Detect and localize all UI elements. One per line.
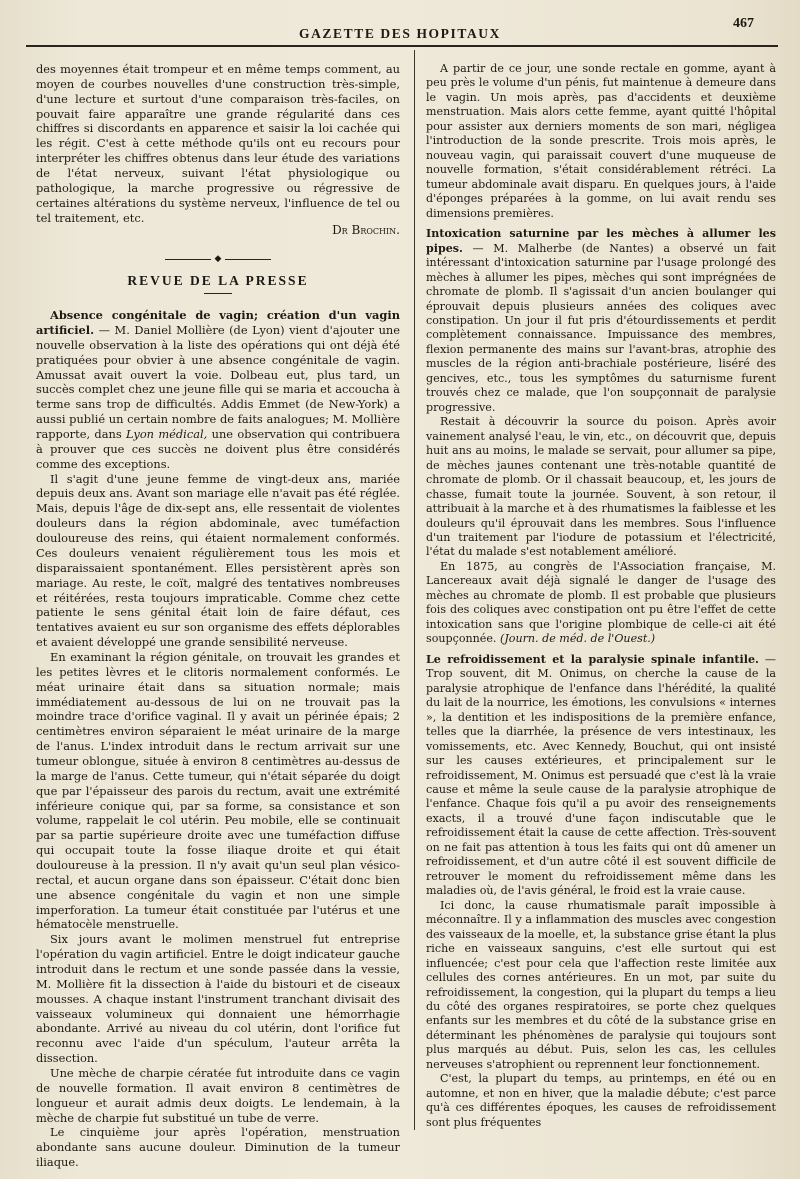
- article-paragraph: C'est, la plupart du temps, au printemps, en été ou en automne, et non en hiver, que la maladie débute; c'est parce qu'à ces différentes époques, les causes de refroidissement sont plus fréquentes: [426, 1072, 776, 1129]
- article-paragraph: Ici donc, la cause rhumatismale paraît impossible à méconnaître. Il y a inflammation des muscles avec congestion des vaisseaux de la moelle, et, la substance grise étant la plus riche en vaisseaux sanguins, c'est elle surtout qui est influencée; c'est pour cela que l'affection reste limitée aux cellules des cornes antérieures. En un mot, par suite du refroidissement, la congestion, qui la plupart du temps a lieu du côté des organes respiratoires, se porte chez quelques enfants sur les membres et du côté de la substance grise en déterminant les phénomènes de paralysie qui toujours sont plus marqués au début. Puis, selon les cas, les cellules nerveuses s'atrophient ou reprennent leur fonctionnement.: [426, 898, 776, 1071]
- header-rule: [26, 45, 778, 47]
- article-title: Le refroidissement et la paralysie spinale infantile.: [426, 652, 759, 666]
- article-paragraph: Il s'agit d'une jeune femme de vingt-deux ans, mariée depuis deux ans. Avant son mariage elle n'avait pas été réglée. Mais, depuis l'âge de dix-sept ans, elle ressentait de violentes douleurs dans la région abdominale, avec tuméfaction douloureuse des reins, qui étaient normalement conformés. Ces douleurs venaient régulièrement tous les mois et disparaissaient spontanément. Elles persistèrent après son mariage. Au reste, le coït, malgré des tentatives nombreuses et réitérées, resta toujours impraticable. Comme chez cette patiente le sens génital était loin de faire défaut, ces tentatives avaient eu sur son organisme des effets déplorables et avaient développé une grande sensibilité nerveuse.: [36, 471, 400, 650]
- article-title: Absence congénitale de vagin; création d'un vagin artificiel.: [36, 308, 400, 338]
- article-paragraph: Le refroidissement et la paralysie spinale infantile. — Trop souvent, dit M. Onimus, on cherche la cause de la paralysie atrophique de l'enfance dans l'hérédité, la qualité du lait de la nourrice, les émotions, les convulsions « internes », la dentition et les indispositions de la première enfance, telles que la diarrhée, la présence de vers intestinaux, les vomissements, etc. Avec Kennedy, Bouchut, qui ont insisté sur les causes extérieures, et principalement sur le refroidissement, M. Onimus est persuadé que c'est là la vraie cause et même la seule cause de la paralysie atrophique de l'enfance. Chaque fois qu'il a pu avoir des renseignements exacts, il a trouvé d'une façon indiscutable que le refroidissement était la cause de cette affection. Très-souvent on ne fait pas attention à tous les faits qui ont dû amener un refroidissement, et d'un autre côté il est souvent difficile de retrouver le moment du refroidissement même dans les maladies où, de l'avis général, le froid est la vraie cause.: [426, 652, 776, 898]
- source-citation: (Journ. de méd. de l'Ouest.): [500, 632, 656, 646]
- article-paragraph: En examinant la région génitale, on trouvait les grandes et les petites lèvres et le clitoris normalement conformés. Le méat urinaire était dans sa situation normale; mais immédiatement au-dessous de lui on ne trouvait pas la moindre trace d'orifice vaginal. Il y avait un périnée épais; 2 centimètres environ séparaient le méat urinaire de la marge de l'anus. L'index introduit dans le rectum arrivait sur une tumeur oblongue, située à environ 8 centimètres au-dessus de la marge de l'anus. Cette tumeur, qui n'était séparée du doigt que par l'épaisseur des parois du rectum, avait une extrémité inférieure conique qui, par sa forme, sa consistance et son volume, rappelait le col utérin. Peu mobile, elle se continuait par sa partie supérieure droite avec une tuméfaction diffuse qui occupait toute la fosse iliaque droite et qui était douloureuse à la pression. Il n'y avait qu'un seul plan vésico-rectal, et aucun organe dans son épaisseur. C'était donc bien une absence congénitale du vagin et non une simple imperforation. La tumeur était constituée par l'utérus et une hématocèle menstruelle.: [36, 649, 400, 932]
- author-signature: Dr Brochin.: [332, 223, 400, 238]
- ornamental-rule: ◆: [36, 254, 400, 264]
- article-paragraph: Absence congénitale de vagin; création d'un vagin artificiel. — M. Daniel Mollière (de Lyon) vient d'ajouter une nouvelle observation à la liste des opérations qui ont déjà été pratiquées pour obvier à une absence congénitale de vagin. Amussat avait ouvert la voie. Dolbeau eut, plus tard, un succès complet chez une jeune fille qui se maria et accoucha à terme sans trop de difficultés. Addis Emmet (de New-York) a aussi publié un certain nombre de faits analogues; M. Mollière rapporte, dans Lyon médical, une observation qui contribuera à prouver que ces succès ne doivent plus être considérés comme des exceptions.: [36, 308, 400, 471]
- article-paragraph: Six jours avant le molimen menstruel fut entreprise l'opération du vagin artificiel. Entre le doigt indicateur gauche introduit dans le rectum et une sonde passée dans la vessie, M. Mollière fit la dissection à l'aide du bistouri et de ciseaux mousses. A chaque instant l'instrument tranchant divisait des vaisseaux volumineux qui donnaient une hémorrhagie abondante. Arrivé au niveau du col utérin, dont l'orifice fut reconnu avec l'aide d'un spéculum, l'auteur arrêta la dissection.: [36, 932, 400, 1066]
- left-column: [36, 62, 400, 1170]
- article-paragraph: En 1875, au congrès de l'Association française, M. Lancereaux avait déjà signalé le danger de l'usage des mèches au chromate de plomb. Il est probable que plusieurs fois des coliques avec constipation ont pu être l'effet de cette intoxication sans que l'origine plombique de celle-ci ait été soupçonnée. (Journ. de méd. de l'Ouest.): [426, 559, 776, 646]
- page-header: [30, 16, 770, 42]
- article-title: Intoxication saturnine par les mèches à allumer les pipes.: [426, 227, 776, 255]
- section-title: REVUE DE LA PRESSE: [127, 273, 309, 289]
- article-paragraph: Une mèche de charpie cératée fut introduite dans ce vagin de nouvelle formation. Il avait environ 8 centimètres de longueur et aurait admis deux doigts. Le lendemain, à la mèche de charpie fut substitué un tube de verre.: [36, 1066, 400, 1125]
- journal-title: GAZETTE DES HOPITAUX: [298, 26, 502, 41]
- column-divider: [414, 50, 415, 1130]
- article-paragraph: A partir de ce jour, une sonde rectale en gomme, ayant à peu près le volume d'un pénis, fut maintenue à demeure dans le vagin. Un mois après, pas d'accidents et deuxième menstruation. Mais alors cette femme, ayant quitté l'hôpital pour assister aux derniers moments de son mari, négligea l'introduction de la sonde prescrite. Trois mois après, le nouveau vagin, qui paraissait couvert d'une muqueuse de nouvelle formation, s'était considérablement rétréci. La tumeur abdominale avait disparu. En quelques jours, à l'aide d'éponges préparées à la gomme, on lui avait rendu ses dimensions premières.: [426, 62, 776, 220]
- section-rule: [204, 293, 232, 294]
- article-paragraph: Restait à découvrir la source du poison. Après avoir vainement analysé l'eau, le vin, etc., on découvrit que, depuis huit ans au moins, le malade se servait, pour allumer sa pipe, de mèches jaunes contenant une très-notable quantité de chromate de plomb. Or il chassait beaucoup, et, les jours de chasse, fumait toute la journée. Souvent, à son retour, il attribuait à la marche et à des rhumatismes la faiblesse et les douleurs qu'il éprouvait dans les membres. Sous l'influence d'un traitement par l'iodure de potassium et l'électricité, l'état du malade s'est notablement amélioré.: [426, 415, 776, 559]
- right-column: [426, 62, 776, 1130]
- article-paragraph: Intoxication saturnine par les mèches à allumer les pipes. — M. Malherbe (de Nantes) a observé un fait intéressant d'intoxication saturnine par l'usage prolongé des mèches à allumer les pipes, mèches qui sont imprégnées de chromate de plomb. Il s'agissait d'un ancien boulanger qui éprouvait depuis plusieurs années des coliques avec constipation. Un jour il fut pris d'étourdissements et perdit complètement connaissance. Impuissance des membres, flexion permanente des mains sur l'avant-bras, atrophie des muscles de la région anti-brachiale postérieure, liséré des gencives, etc., tous les symptômes du saturnisme furent trouvés chez ce malade, que l'on soupçonnait de paralysie progressive.: [426, 227, 776, 414]
- journal-reference: Lyon médical,: [126, 427, 208, 442]
- article-paragraph: Le cinquième jour après l'opération, menstruation abondante sans aucune douleur. Diminution de la tumeur iliaque.: [36, 1125, 400, 1170]
- intro-paragraph: des moyennes était trompeur et en même temps comment, au moyen de courbes nouvelles d'une construction très-simple, d'une lecture et surtout d'une comparaison très-faciles, on pouvait faire apparaître une grande régularité dans ces chiffres si discordants en apparence et saisir la loi cachée qui les régit. C'est à cette méthode qu'ils ont eu recours pour interpréter les chiffres obtenus dans leur étude des variations de l'état nerveux, suivant l'état physiologique ou pathologique, la marche progressive ou régressive de certaines altérations du système nerveux, l'influence de tel ou tel traitement, etc.: [36, 62, 400, 225]
- page-number: 467: [733, 16, 754, 31]
